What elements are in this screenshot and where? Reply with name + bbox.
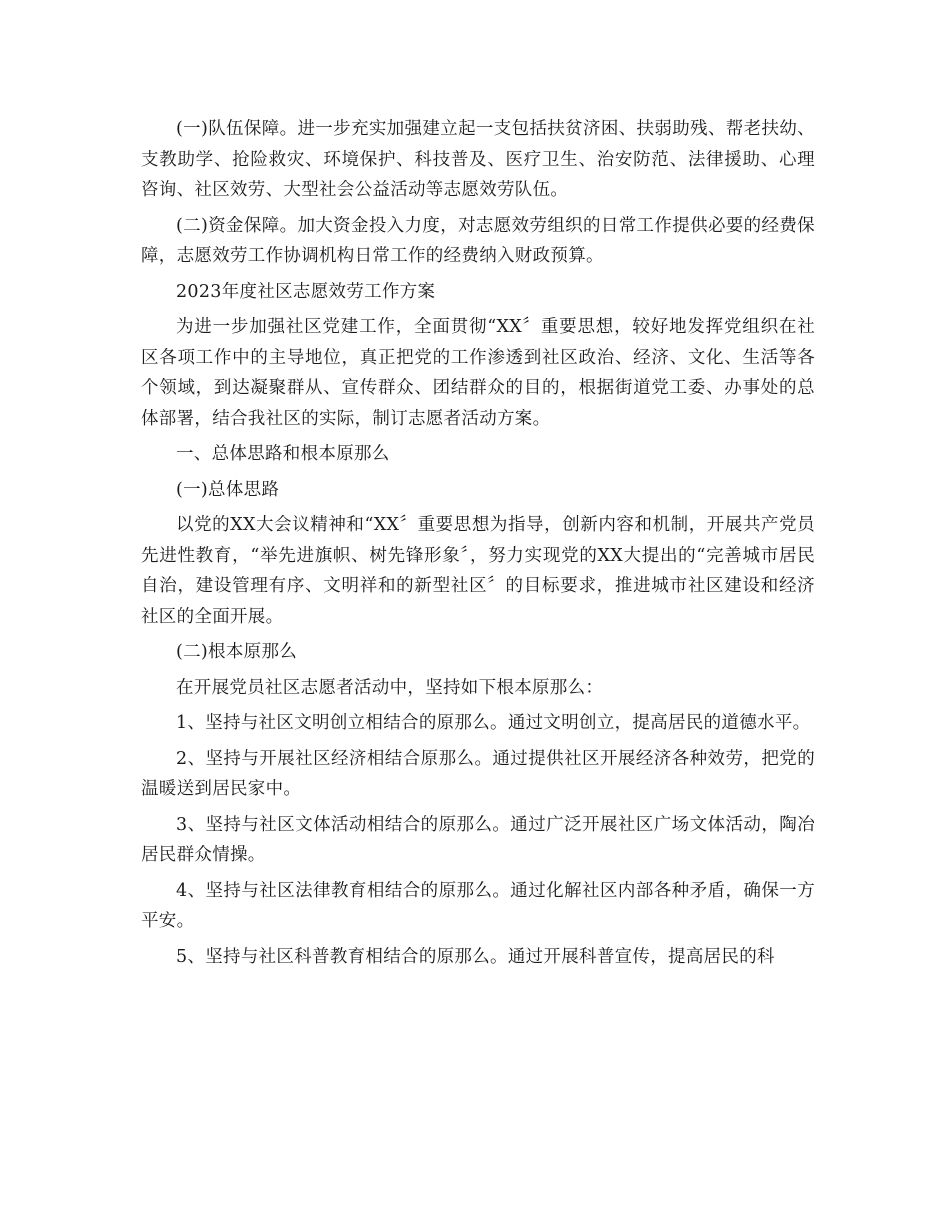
heading-general-ideas: 一、总体思路和根本原那么 — [176, 444, 390, 464]
document-page — [141, 114, 815, 977]
list-item-principle-2: 2、坚持与开展社区经济相结合原那么。通过提供社区开展经济各种效劳，把党的温暖送到居民家中。 — [141, 748, 815, 799]
subheading-general-ideas: (一)总体思路 — [176, 479, 280, 500]
section-title: 2023年度社区志愿效劳工作方案 — [176, 281, 436, 302]
paragraph-fund-guarantee: (二)资金保障。加大资金投入力度，对志愿效劳组织的日常工作提供必要的经费保障，志愿效劳工作协调机构日常工作的经费纳入财政预算。 — [141, 215, 815, 266]
paragraph-general-ideas: 以党的XX大会议精神和“XX〞重要思想为指导，创新内容和机制，开展共产党员先进性教育，“举先进旗帜、树先锋形象〞，努力实现党的XX大提出的“完善城市居民自治，建设管理有序、文明祥和的新型社区〞的目标要求，推进城市社区建设和经济社区的全面开展。 — [141, 515, 815, 627]
list-item-principle-5: 5、坚持与社区科普教育相结合的原那么。通过开展科普宣传，提高居民的科 — [176, 946, 775, 967]
list-item-principle-1: 1、坚持与社区文明创立相结合的原那么。通过文明创立，提高居民的道德水平。 — [176, 713, 811, 733]
list-item-principle-4: 4、坚持与社区法律教育相结合的原那么。通过化解社区内部各种矛盾，确保一方平安。 — [141, 880, 815, 931]
paragraph-principles-intro: 在开展党员社区志愿者活动中，坚持如下根本原那么： — [176, 677, 604, 698]
paragraph-team-guarantee: (一)队伍保障。进一步充实加强建立起一支包括扶贫济困、扶弱助残、帮老扶幼、支教助学、抢险救灾、环境保护、科技普及、医疗卫生、治安防范、法律援助、心理咨询、社区效劳、大型社会公益活动等志愿效劳队伍。 — [141, 119, 815, 200]
subheading-basic-principles: (二)根本原那么 — [176, 642, 298, 662]
list-item-principle-3: 3、坚持与社区文体活动相结合的原那么。通过广泛开展社区广场文体活动，陶冶居民群众情操。 — [141, 814, 815, 865]
paragraph-intro: 为进一步加强社区党建工作，全面贯彻“XX〞重要思想，较好地发挥党组织在社区各项工作中的主导地位，真正把党的工作渗透到社区政治、经济、文化、生活等各个领域，到达凝聚群从、宣传群众、团结群众的目的，根据街道党工委、办事处的总体部署，结合我社区的实际，制订志愿者活动方案。 — [141, 317, 815, 429]
